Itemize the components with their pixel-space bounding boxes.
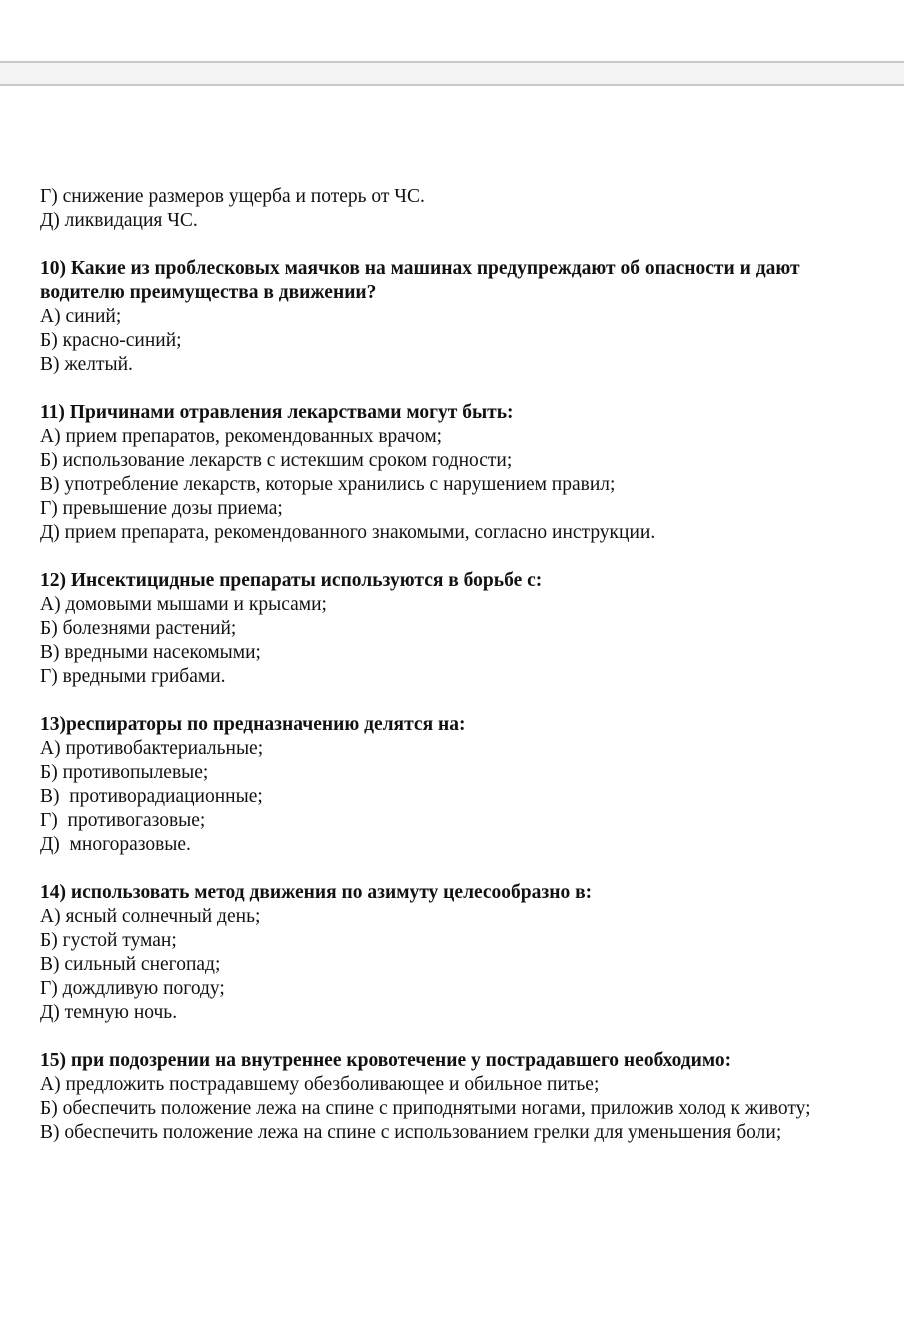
option-line: Б) обеспечить положение лежа на спине с приподнятыми ногами, приложив холод к животу; [40,1098,811,1119]
option-line: Д) ликвидация ЧС. [40,210,198,231]
option-line: Г) вредными грибами. [40,666,226,687]
paragraph-gap [40,689,880,713]
question-title: 14) использовать метод движения по азимуту целесообразно в: [40,882,593,903]
option-line: Г) превышение дозы приема; [40,498,283,519]
page-top-margin [0,0,904,62]
option-line: Б) красно-синий; [40,330,182,351]
option-line: В) противорадиационные; [40,786,263,807]
question-15 [40,1049,880,1145]
option-line: А) прием препаратов, рекомендованных врачом; [40,426,443,447]
option-line: А) синий; [40,306,122,327]
option-line: Б) густой туман; [40,930,177,951]
question-11 [40,401,880,545]
question-title: 12) Инсектицидные препараты используются в борьбе с: [40,570,543,591]
option-line: А) домовыми мышами и крысами; [40,594,327,615]
option-line: В) сильный снегопад; [40,954,221,975]
option-line: Д) многоразовые. [40,834,191,855]
option-line: Б) использование лекарств с истекшим сроком годности; [40,450,513,471]
option-line: Г) снижение размеров ущерба и потерь от ЧС. [40,186,425,207]
paragraph-gap [40,545,880,569]
option-line: Д) прием препарата, рекомендованного знакомыми, согласно инструкции. [40,522,656,543]
option-line: А) противобактериальные; [40,738,264,759]
question-12 [40,569,880,689]
document-body [40,185,880,1145]
question-10 [40,257,880,377]
option-line: Д) темную ночь. [40,1002,178,1023]
question-title: 13)респираторы по предназначению делятся на: [40,714,466,735]
paragraph-gap [40,857,880,881]
option-line: Б) противопылевые; [40,762,209,783]
question-13 [40,713,880,857]
question-title: 11) Причинами отравления лекарствами могут быть: [40,402,514,423]
option-line: В) употребление лекарств, которые хранились с нарушением правил; [40,474,616,495]
paragraph-gap [40,1025,880,1049]
option-line: В) обеспечить положение лежа на спине с использованием грелки для уменьшения боли; [40,1122,782,1143]
option-line: В) вредными насекомыми; [40,642,261,663]
option-line: Г) противогазовые; [40,810,206,831]
option-line: А) ясный солнечный день; [40,906,261,927]
question-14 [40,881,880,1025]
question-title: 15) при подозрении на внутреннее кровотечение у пострадавшего необходимо: [40,1050,732,1071]
paragraph-gap [40,233,880,257]
option-line: А) предложить пострадавшему обезболивающее и обильное питье; [40,1074,600,1095]
option-line: В) желтый. [40,354,133,375]
question-title: 10) Какие из проблесковых маячков на машинах предупреждают об опасности и дают водителю преимущества в движении? [40,258,800,303]
option-line: Г) дождливую погоду; [40,978,225,999]
option-line: Б) болезнями растений; [40,618,237,639]
paragraph-gap [40,377,880,401]
page-break-divider [0,61,904,86]
